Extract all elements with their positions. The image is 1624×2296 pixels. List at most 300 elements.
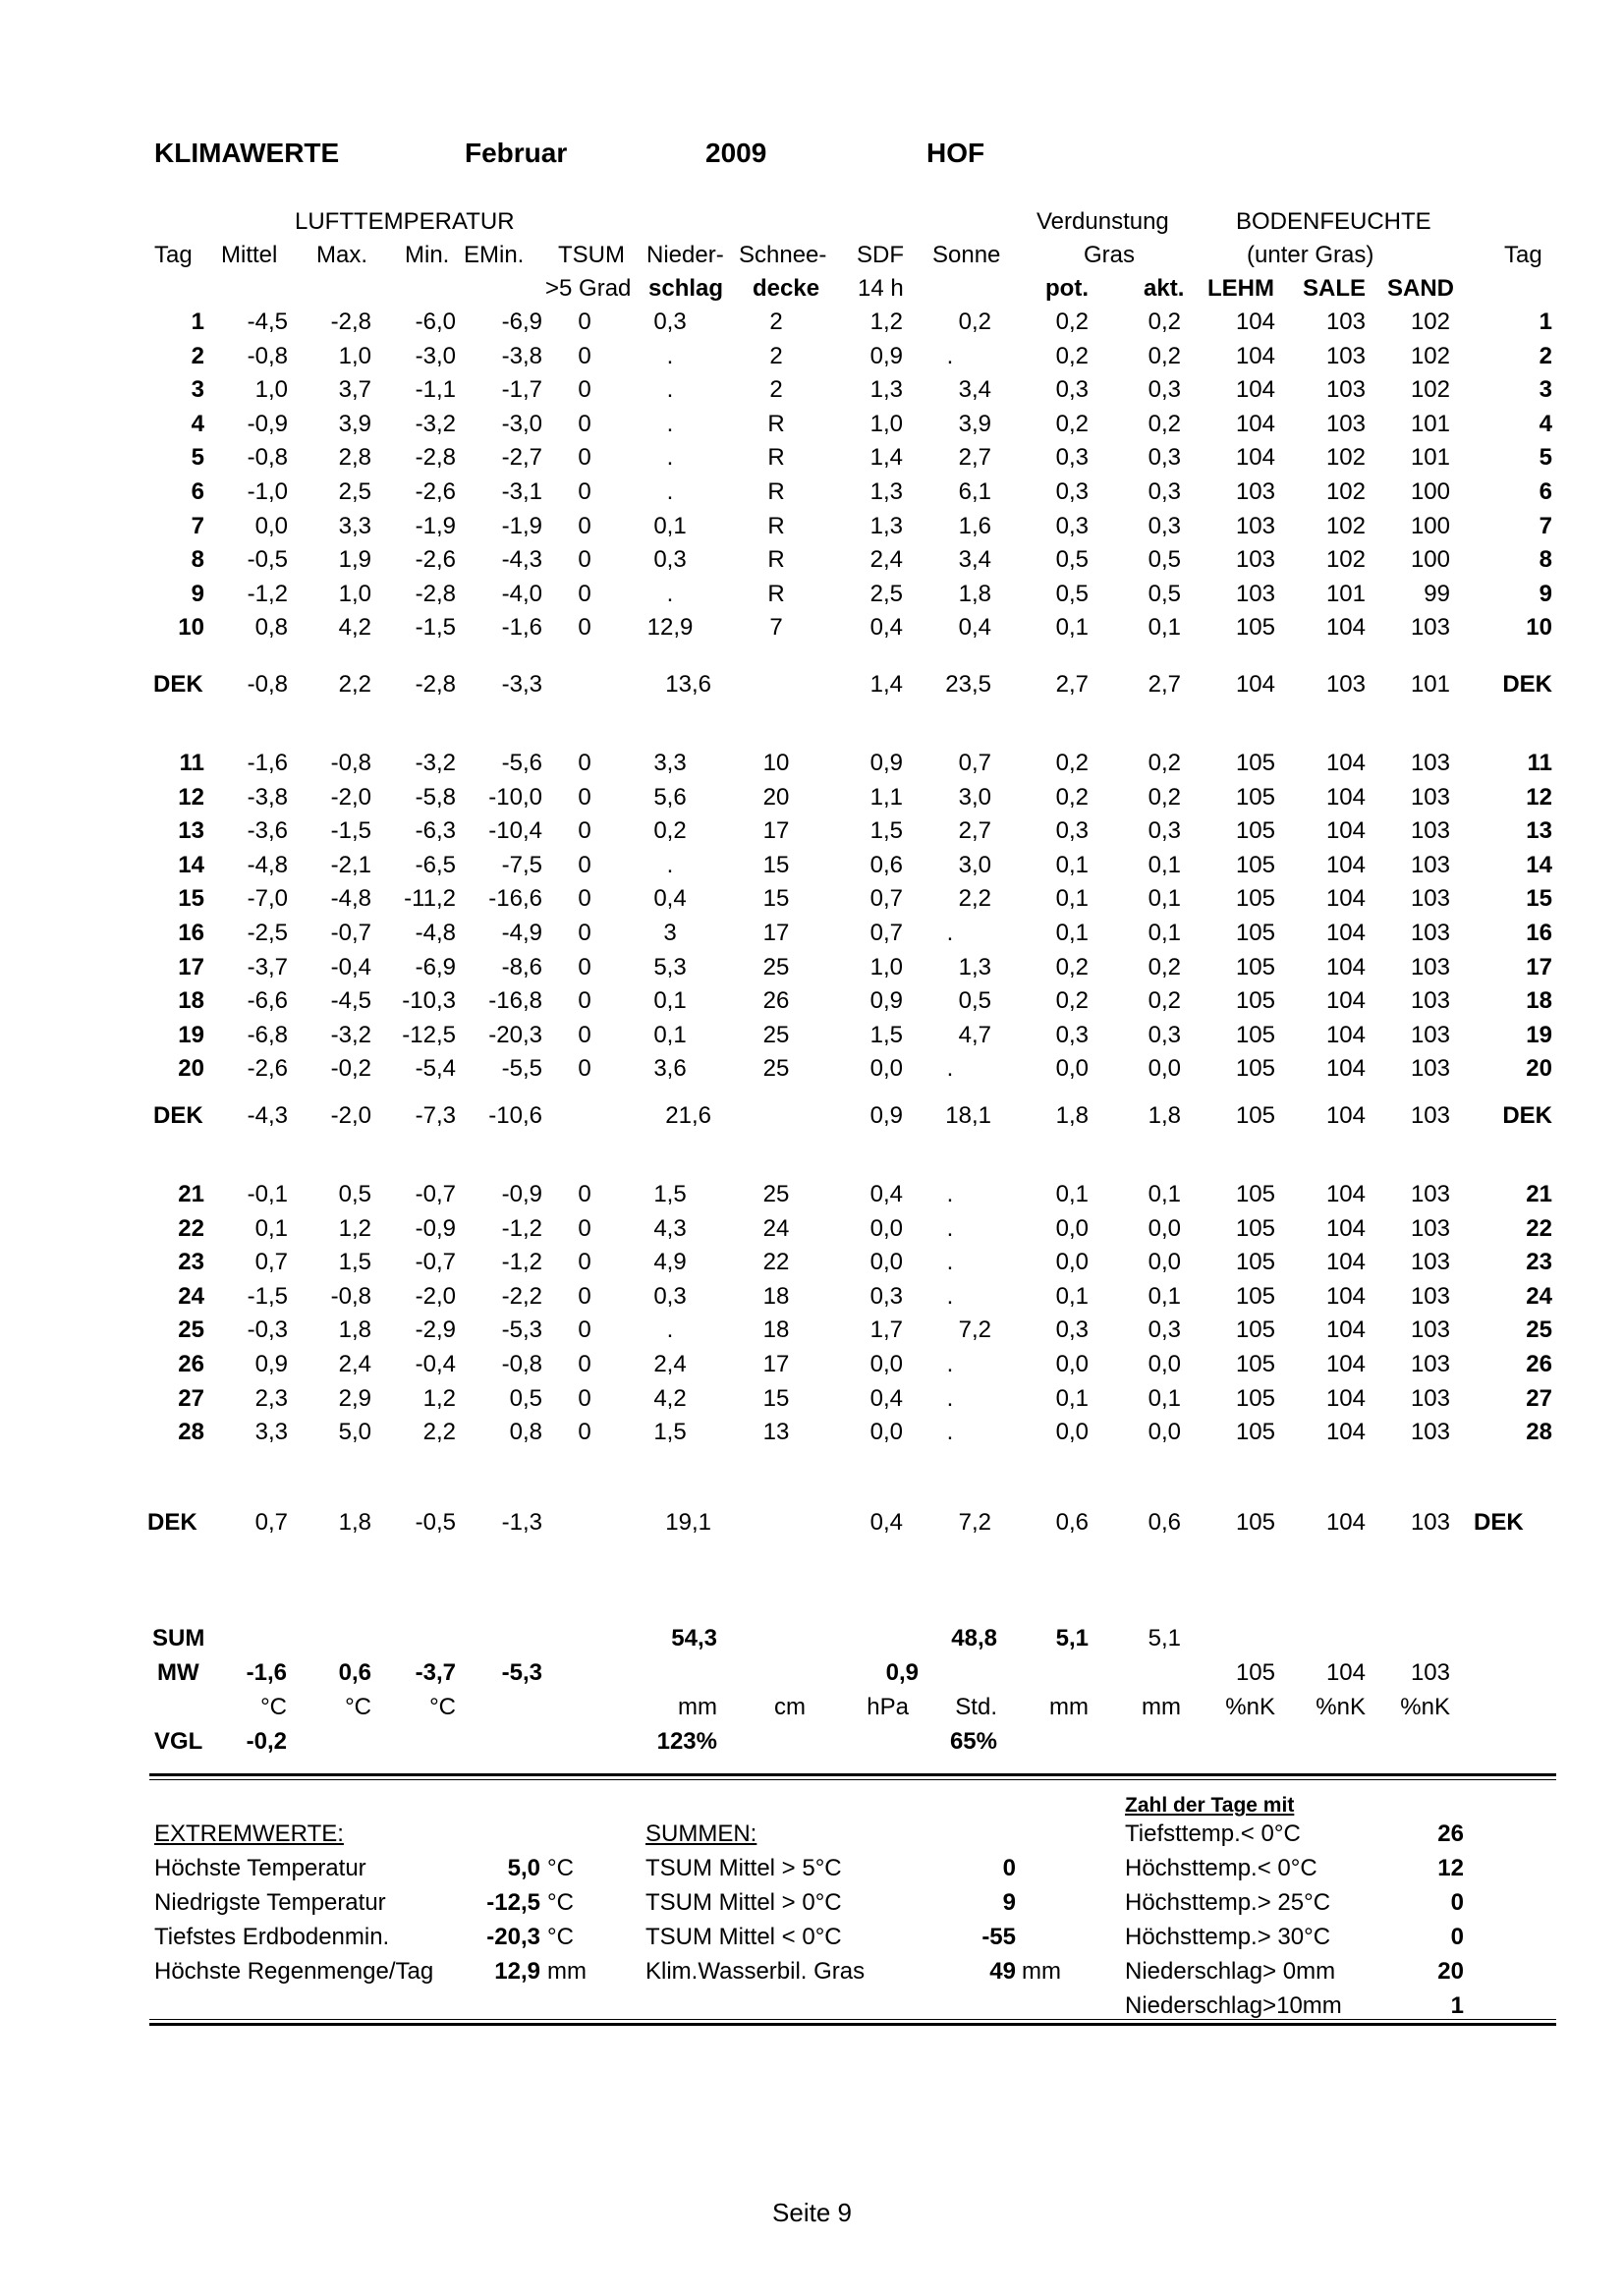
cell-mittel: -0,9 [247, 410, 288, 437]
dek-max: 2,2 [338, 671, 371, 698]
cell-lehm: 105 [1235, 1282, 1275, 1310]
cell-pot: 0,1 [1055, 614, 1089, 642]
cell-akt: 0,3 [1148, 478, 1181, 505]
sum-niederschlag: 54,3 [671, 1625, 717, 1652]
cell-sdf: 0,7 [869, 885, 903, 913]
cell-emin: -4,9 [501, 920, 542, 946]
extremwert-label: Höchste Temperatur [154, 1855, 366, 1881]
unit-min: °C [429, 1694, 456, 1720]
vgl-label: VGL [154, 1728, 203, 1755]
cell-max: -3,2 [330, 1021, 371, 1048]
cell-sdf: 0,0 [869, 1214, 903, 1242]
cell-mittel: -6,8 [247, 1021, 288, 1048]
cell-sand: 103 [1410, 1316, 1450, 1344]
cell-tag: 5 [191, 444, 204, 472]
header-tag-right: Tag [1504, 242, 1542, 268]
cell-tsum: 0 [578, 376, 591, 404]
cell-sdf: 0,3 [869, 1282, 903, 1310]
dek-tag-right: DEK [1502, 671, 1552, 698]
cell-akt: 0,3 [1148, 817, 1181, 845]
cell-sonne: 1,3 [958, 953, 991, 980]
cell-tsum: 0 [578, 885, 591, 913]
cell-mittel: 0,1 [254, 1214, 288, 1242]
summe-value: 9 [1002, 1889, 1016, 1916]
cell-lehm: 103 [1235, 546, 1275, 574]
cell-min: -0,4 [415, 1351, 456, 1377]
header-min: Min. [405, 242, 450, 268]
cell-sonne: 6,1 [958, 478, 991, 505]
cell-max: -2,0 [330, 783, 371, 811]
cell-pot: 0,3 [1055, 817, 1089, 845]
cell-tag: 21 [178, 1181, 204, 1207]
dek-min: -7,3 [415, 1102, 456, 1129]
cell-mittel: -4,5 [247, 308, 288, 335]
cell-sand: 103 [1410, 817, 1450, 845]
cell-tsum: 0 [578, 1316, 591, 1344]
cell-sand: 102 [1410, 308, 1450, 335]
zahl-der-tage-heading: Zahl der Tage mit [1125, 1794, 1295, 1817]
cell-sale: 102 [1325, 546, 1366, 574]
cell-niederschlag: . [666, 851, 674, 878]
cell-sdf: 1,3 [869, 478, 903, 505]
cell-lehm: 105 [1235, 987, 1275, 1015]
cell-tag-right: 17 [1526, 953, 1552, 980]
cell-lehm: 105 [1235, 817, 1275, 845]
extremwert-value: -12,5 [486, 1889, 540, 1916]
cell-mittel: -4,8 [247, 851, 288, 878]
cell-emin: -16,8 [488, 987, 542, 1015]
cell-min: 1,2 [422, 1384, 456, 1412]
header-pot: pot. [1045, 275, 1089, 302]
cell-pot: 0,5 [1055, 546, 1089, 574]
header-tag-left: Tag [154, 242, 193, 268]
cell-min: -11,2 [404, 885, 456, 913]
cell-min: -2,6 [415, 546, 456, 574]
cell-tag-right: 24 [1526, 1282, 1552, 1310]
cell-sonne: . [946, 1351, 954, 1377]
cell-pot: 0,1 [1055, 920, 1089, 946]
cell-min: -3,2 [415, 410, 456, 437]
cell-tsum: 0 [578, 817, 591, 845]
tage-value: 0 [1450, 1889, 1464, 1916]
cell-mittel: 0,0 [254, 512, 288, 539]
cell-tsum: 0 [578, 783, 591, 811]
unit-niederschlag: mm [678, 1694, 717, 1720]
cell-schneedecke: R [767, 512, 785, 539]
cell-schneedecke: 13 [762, 1419, 790, 1446]
cell-niederschlag: 2,4 [653, 1351, 687, 1377]
cell-max: 1,8 [338, 1316, 371, 1344]
cell-pot: 0,2 [1055, 987, 1089, 1015]
cell-tsum: 0 [578, 1384, 591, 1412]
cell-sand: 103 [1410, 1282, 1450, 1310]
cell-schneedecke: 25 [762, 1181, 790, 1207]
cell-min: -12,5 [402, 1021, 456, 1048]
cell-tag: 28 [178, 1419, 204, 1446]
dek-sand: 103 [1410, 1102, 1450, 1129]
cell-lehm: 105 [1235, 953, 1275, 980]
cell-niederschlag: 0,1 [653, 987, 687, 1015]
cell-sonne: 3,4 [958, 376, 991, 404]
cell-akt: 0,1 [1148, 1384, 1181, 1412]
header-sand: SAND [1387, 275, 1455, 302]
cell-tsum: 0 [578, 1282, 591, 1310]
cell-lehm: 105 [1235, 920, 1275, 946]
cell-sand: 103 [1410, 1384, 1450, 1412]
header-emin: EMin. [464, 242, 525, 268]
cell-tag-right: 25 [1526, 1316, 1552, 1344]
cell-tag-right: 9 [1539, 580, 1552, 607]
cell-emin: -4,3 [501, 546, 542, 574]
cell-min: -2,8 [415, 580, 456, 607]
cell-tag: 18 [178, 987, 204, 1015]
cell-sonne: . [946, 1419, 954, 1446]
cell-tag: 20 [178, 1055, 204, 1083]
cell-sale: 103 [1325, 342, 1366, 369]
cell-sonne: . [946, 920, 954, 946]
cell-sale: 104 [1325, 1351, 1366, 1377]
cell-niederschlag: 0,1 [653, 1021, 687, 1048]
cell-emin: -20,3 [488, 1021, 542, 1048]
cell-tag-right: 22 [1526, 1214, 1552, 1242]
cell-akt: 0,2 [1148, 342, 1181, 369]
rule-bottom-thin [149, 2019, 1556, 2020]
cell-schneedecke: 10 [762, 750, 790, 776]
header-gras: Gras [1084, 242, 1136, 268]
cell-schneedecke: 2 [769, 308, 783, 335]
unit-sale: %nK [1316, 1694, 1366, 1720]
cell-sonne: . [946, 1249, 954, 1276]
tage-label: Niederschlag> 0mm [1125, 1958, 1336, 1985]
cell-sand: 103 [1410, 953, 1450, 980]
cell-niederschlag: 5,3 [653, 953, 687, 980]
cell-emin: -10,4 [488, 817, 542, 845]
cell-sale: 103 [1325, 308, 1366, 335]
dek-lehm: 104 [1235, 671, 1275, 698]
cell-pot: 0,2 [1055, 783, 1089, 811]
cell-sdf: 0,4 [869, 1181, 903, 1207]
cell-tag-right: 11 [1527, 750, 1552, 776]
cell-tag-right: 13 [1526, 817, 1552, 845]
cell-pot: 0,0 [1055, 1055, 1089, 1083]
cell-tag-right: 27 [1526, 1384, 1552, 1412]
cell-sdf: 0,0 [869, 1055, 903, 1083]
cell-sonne: 3,0 [958, 851, 991, 878]
cell-niederschlag: 3,6 [653, 1055, 687, 1083]
mw-sdf: 0,9 [885, 1659, 919, 1686]
cell-akt: 0,2 [1148, 750, 1181, 776]
cell-schneedecke: 15 [762, 885, 790, 913]
cell-max: -2,8 [330, 308, 371, 335]
cell-mittel: 0,7 [254, 1249, 288, 1276]
cell-min: 2,2 [422, 1419, 456, 1446]
cell-mittel: -0,3 [247, 1316, 288, 1344]
cell-akt: 0,3 [1148, 1021, 1181, 1048]
cell-niederschlag: . [666, 376, 674, 404]
cell-tag: 16 [178, 920, 204, 946]
cell-sale: 104 [1325, 1021, 1366, 1048]
cell-akt: 0,0 [1148, 1055, 1181, 1083]
cell-lehm: 104 [1235, 444, 1275, 472]
cell-mittel: -0,8 [247, 342, 288, 369]
cell-niederschlag: 12,9 [646, 614, 694, 642]
cell-mittel: -2,5 [247, 920, 288, 946]
cell-emin: -3,8 [501, 342, 542, 369]
dek-tag-right: DEK [1502, 1102, 1552, 1129]
dek-min: -0,5 [415, 1509, 456, 1536]
cell-tag: 27 [178, 1384, 204, 1412]
cell-tsum: 0 [578, 614, 591, 642]
cell-sale: 104 [1325, 1282, 1366, 1310]
cell-tag-right: 28 [1526, 1419, 1552, 1446]
cell-tsum: 0 [578, 478, 591, 505]
cell-mittel: 1,0 [254, 376, 288, 404]
cell-tag: 6 [191, 478, 204, 505]
cell-sdf: 1,3 [869, 376, 903, 404]
cell-sonne: 1,6 [958, 512, 991, 539]
cell-mittel: -3,6 [247, 817, 288, 845]
cell-niederschlag: 0,3 [653, 1282, 687, 1310]
cell-sand: 103 [1410, 750, 1450, 776]
cell-emin: -7,5 [501, 851, 542, 878]
cell-lehm: 105 [1235, 783, 1275, 811]
dek-akt: 2,7 [1148, 671, 1181, 698]
cell-lehm: 105 [1235, 851, 1275, 878]
cell-sale: 104 [1325, 1419, 1366, 1446]
cell-schneedecke: 18 [762, 1316, 790, 1344]
cell-emin: -0,9 [501, 1181, 542, 1207]
cell-sale: 101 [1325, 580, 1366, 607]
cell-max: -0,8 [330, 1282, 371, 1310]
cell-lehm: 105 [1235, 1055, 1275, 1083]
cell-max: 2,8 [338, 444, 371, 472]
unit-mittel: °C [260, 1694, 287, 1720]
cell-mittel: -2,6 [247, 1055, 288, 1083]
cell-schneedecke: 25 [762, 953, 790, 980]
cell-max: 1,2 [338, 1214, 371, 1242]
cell-mittel: -1,5 [247, 1282, 288, 1310]
cell-mittel: -0,1 [247, 1181, 288, 1207]
cell-tsum: 0 [578, 851, 591, 878]
header-sonne: Sonne [932, 242, 1001, 268]
mw-min: -3,7 [415, 1659, 456, 1686]
cell-emin: -1,7 [501, 376, 542, 404]
dek-mittel: -4,3 [247, 1102, 288, 1129]
cell-pot: 0,1 [1055, 885, 1089, 913]
cell-tag-right: 15 [1526, 885, 1552, 913]
dek-sale: 103 [1325, 671, 1366, 698]
extremwert-label: Tiefstes Erdbodenmin. [154, 1924, 390, 1950]
cell-max: 3,3 [338, 512, 371, 539]
cell-niederschlag: . [666, 444, 674, 472]
cell-akt: 0,1 [1148, 1282, 1181, 1310]
cell-sand: 100 [1410, 512, 1450, 539]
cell-schneedecke: 17 [762, 1351, 790, 1377]
cell-emin: -5,6 [501, 750, 542, 776]
cell-schneedecke: 15 [762, 1384, 790, 1412]
cell-akt: 0,0 [1148, 1249, 1181, 1276]
cell-tsum: 0 [578, 1055, 591, 1083]
cell-max: -4,8 [330, 885, 371, 913]
cell-sale: 103 [1325, 376, 1366, 404]
cell-tag-right: 12 [1526, 783, 1552, 811]
dek-emin: -10,6 [488, 1102, 542, 1129]
cell-tag: 13 [178, 817, 204, 845]
sum-pot: 5,1 [1055, 1625, 1089, 1652]
summe-value: 0 [1002, 1855, 1016, 1881]
cell-max: 2,4 [338, 1351, 371, 1377]
cell-pot: 0,1 [1055, 1181, 1089, 1207]
cell-min: -2,6 [415, 478, 456, 505]
cell-sonne: 0,5 [958, 987, 991, 1015]
dek-sdf: 1,4 [869, 671, 903, 698]
summe-label: TSUM Mittel > 0°C [645, 1889, 842, 1916]
tage-value: 12 [1437, 1855, 1464, 1881]
cell-tag-right: 7 [1539, 512, 1552, 539]
cell-tsum: 0 [578, 410, 591, 437]
cell-lehm: 105 [1235, 750, 1275, 776]
cell-sonne: 2,7 [958, 817, 991, 845]
cell-sdf: 2,4 [869, 546, 903, 574]
cell-akt: 0,1 [1148, 851, 1181, 878]
cell-emin: -1,2 [501, 1249, 542, 1276]
cell-max: 1,5 [338, 1249, 371, 1276]
cell-sonne: 7,2 [958, 1316, 991, 1344]
cell-tsum: 0 [578, 580, 591, 607]
rule-top-thick [149, 1773, 1556, 1776]
cell-sale: 104 [1325, 783, 1366, 811]
tage-label: Niederschlag>10mm [1125, 1992, 1342, 2019]
cell-min: -0,7 [415, 1249, 456, 1276]
tage-label: Höchsttemp.> 25°C [1125, 1889, 1331, 1916]
cell-tsum: 0 [578, 987, 591, 1015]
cell-tag-right: 23 [1526, 1249, 1552, 1276]
cell-sand: 103 [1410, 1021, 1450, 1048]
cell-lehm: 105 [1235, 614, 1275, 642]
header-akt: akt. [1144, 275, 1185, 302]
cell-emin: -2,7 [501, 444, 542, 472]
cell-tsum: 0 [578, 1214, 591, 1242]
cell-min: -2,8 [415, 444, 456, 472]
cell-sale: 104 [1325, 851, 1366, 878]
cell-tag: 12 [178, 783, 204, 811]
cell-min: -5,8 [415, 783, 456, 811]
cell-sdf: 0,9 [869, 987, 903, 1015]
tage-value: 26 [1437, 1820, 1464, 1847]
cell-max: -1,5 [330, 817, 371, 845]
header-tsum: TSUM [558, 242, 625, 268]
cell-sdf: 1,7 [869, 1316, 903, 1344]
cell-sand: 100 [1410, 478, 1450, 505]
cell-tag-right: 26 [1526, 1351, 1552, 1377]
cell-sale: 104 [1325, 817, 1366, 845]
extremwert-value: -20,3 [486, 1924, 540, 1950]
cell-sale: 104 [1325, 920, 1366, 946]
cell-lehm: 104 [1235, 376, 1275, 404]
extremwert-value: 5,0 [507, 1855, 540, 1881]
cell-lehm: 104 [1235, 410, 1275, 437]
cell-tag: 19 [178, 1021, 204, 1048]
cell-tag: 2 [191, 342, 204, 369]
cell-emin: -8,6 [501, 953, 542, 980]
dek-mittel: 0,7 [254, 1509, 288, 1536]
unit-lehm: %nK [1225, 1694, 1275, 1720]
cell-sand: 103 [1410, 783, 1450, 811]
cell-schneedecke: 2 [769, 376, 783, 404]
cell-tsum: 0 [578, 750, 591, 776]
cell-niederschlag: . [666, 1316, 674, 1344]
rule-top-thin [149, 1779, 1556, 1780]
cell-max: 3,7 [338, 376, 371, 404]
cell-pot: 0,3 [1055, 376, 1089, 404]
cell-tag: 26 [178, 1351, 204, 1377]
cell-sdf: 0,9 [869, 750, 903, 776]
cell-sale: 103 [1325, 410, 1366, 437]
cell-sand: 100 [1410, 546, 1450, 574]
dek-pot: 1,8 [1055, 1102, 1089, 1129]
cell-tag: 17 [178, 953, 204, 980]
cell-tsum: 0 [578, 546, 591, 574]
dek-lehm: 105 [1235, 1102, 1275, 1129]
dek-pot: 0,6 [1055, 1509, 1089, 1536]
cell-schneedecke: R [767, 410, 785, 437]
cell-max: 1,0 [338, 342, 371, 369]
cell-mittel: 0,9 [254, 1351, 288, 1377]
cell-schneedecke: 2 [769, 342, 783, 369]
cell-emin: -2,2 [501, 1282, 542, 1310]
cell-min: -10,3 [402, 987, 456, 1015]
tage-value: 1 [1450, 1992, 1464, 2019]
cell-emin: -1,6 [501, 614, 542, 642]
cell-tag: 22 [178, 1214, 204, 1242]
cell-schneedecke: 25 [762, 1021, 790, 1048]
mw-lehm: 105 [1235, 1659, 1275, 1686]
cell-niederschlag: 5,6 [653, 783, 687, 811]
cell-emin: -10,0 [488, 783, 542, 811]
cell-sonne: 0,4 [958, 614, 991, 642]
header-schneedecke: Schnee- [739, 242, 827, 268]
cell-sonne: 3,0 [958, 783, 991, 811]
cell-niederschlag: 1,5 [653, 1419, 687, 1446]
cell-sand: 103 [1410, 987, 1450, 1015]
cell-tag-right: 5 [1539, 444, 1552, 472]
dek-niederschlag: 21,6 [665, 1102, 711, 1129]
cell-pot: 0,3 [1055, 512, 1089, 539]
cell-sdf: 0,0 [869, 1249, 903, 1276]
cell-tag-right: 18 [1526, 987, 1552, 1015]
cell-max: -0,4 [330, 953, 371, 980]
cell-max: -0,7 [330, 920, 371, 946]
header-14h: 14 h [858, 275, 904, 302]
page-number: Seite 9 [772, 2198, 852, 2227]
cell-tag: 14 [178, 851, 204, 878]
cell-schneedecke: R [767, 478, 785, 505]
cell-emin: -3,1 [501, 478, 542, 505]
cell-max: 0,5 [338, 1181, 371, 1207]
cell-sale: 104 [1325, 1249, 1366, 1276]
header-lehm: LEHM [1207, 275, 1274, 302]
cell-sonne: . [946, 1181, 954, 1207]
cell-tsum: 0 [578, 1419, 591, 1446]
cell-emin: -1,9 [501, 512, 542, 539]
header-decke: decke [753, 275, 820, 302]
cell-niederschlag: 4,3 [653, 1214, 687, 1242]
cell-sand: 103 [1410, 1249, 1450, 1276]
dek-min: -2,8 [415, 671, 456, 698]
tage-label: Tiefsttemp.< 0°C [1125, 1820, 1301, 1847]
cell-niederschlag: 4,2 [653, 1384, 687, 1412]
cell-lehm: 105 [1235, 1021, 1275, 1048]
